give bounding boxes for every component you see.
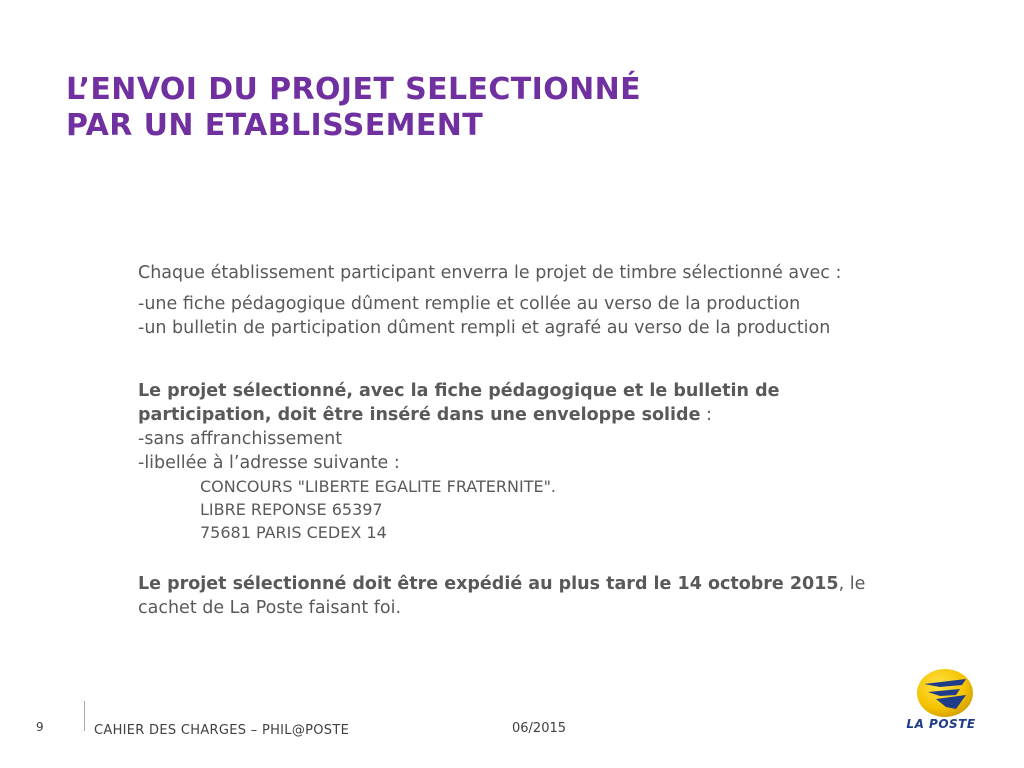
- instruction-tail: :: [700, 405, 712, 425]
- slide-title: [66, 72, 966, 144]
- deadline-tail: , le cachet de La Poste faisant foi.: [138, 574, 866, 618]
- instruction-paragraph: [138, 379, 918, 427]
- footer-date: 06/2015: [512, 721, 567, 736]
- list-item: -sans affranchissement: [138, 429, 343, 449]
- footer-document-title: CAHIER DES CHARGES – PHIL@POSTE: [94, 723, 350, 738]
- title-line-2: PAR UN ETABLISSEMENT: [66, 108, 484, 143]
- instruction-emphasis: Le projet sélectionné, avec la fiche pédagogique et le bulletin de participation, doit être inséré dans une enveloppe solide: [138, 381, 780, 425]
- logo-wordmark: LA POSTE: [906, 717, 976, 731]
- title-line-1: L’ENVOI DU PROJET SELECTIONNÉ: [66, 72, 642, 107]
- list-item: -une fiche pédagogique dûment remplie et collée au verso de la production: [138, 294, 801, 314]
- footer-divider: [84, 701, 85, 731]
- deadline-emphasis: Le projet sélectionné doit être expédié au plus tard le 14 octobre 2015: [138, 574, 839, 594]
- address-line: CONCOURS "LIBERTE EGALITE FRATERNITE".: [200, 477, 557, 496]
- list-item: -libellée à l’adresse suivante :: [138, 453, 400, 473]
- postal-address: [138, 475, 918, 544]
- address-line: 75681 PARIS CEDEX 14: [200, 523, 387, 542]
- la-poste-bird-icon: [900, 665, 982, 721]
- list-item: -un bulletin de participation dûment rempli et agrafé au verso de la production: [138, 318, 831, 338]
- intro-paragraph: Chaque établissement participant enverra le projet de timbre sélectionné avec :: [138, 263, 842, 283]
- la-poste-logo: [900, 665, 982, 735]
- deadline-paragraph: [138, 572, 918, 620]
- slide-body: [138, 261, 918, 620]
- page-number: 9: [36, 720, 44, 734]
- address-line: LIBRE REPONSE 65397: [200, 500, 383, 519]
